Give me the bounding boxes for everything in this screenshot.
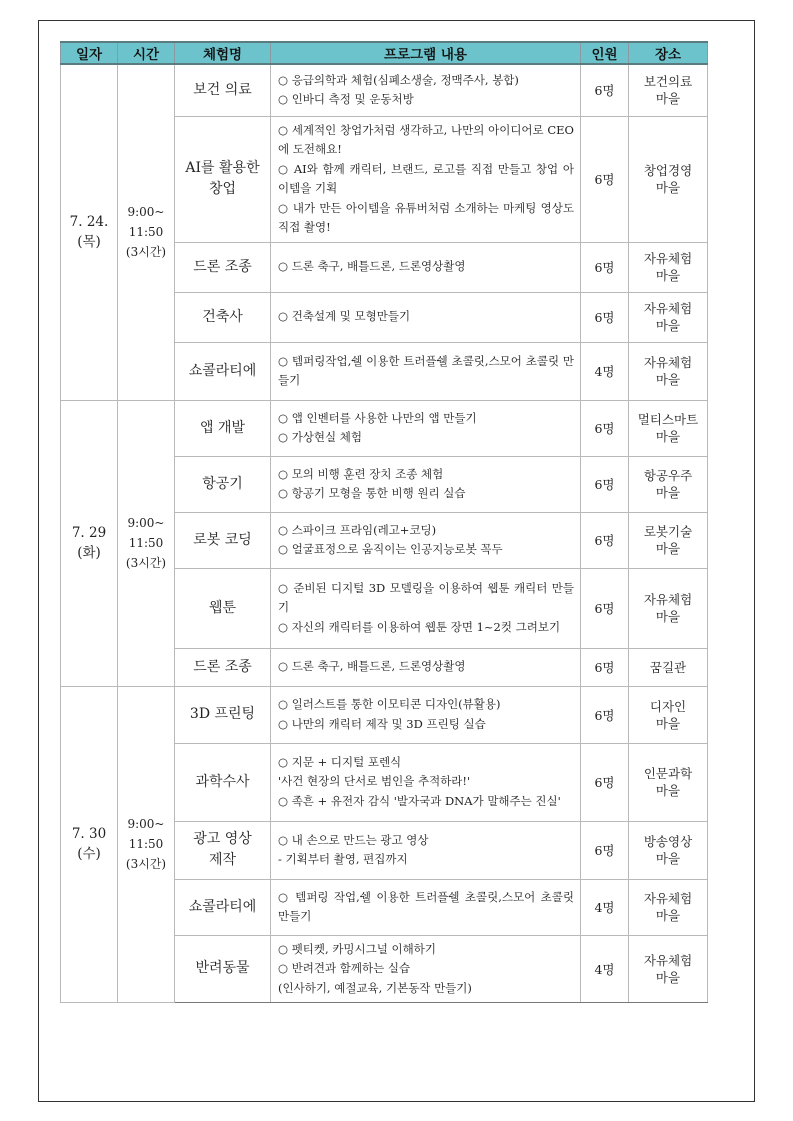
participant-count: 6명 xyxy=(594,477,615,492)
place-name: 마을 xyxy=(655,429,681,444)
place-cell xyxy=(629,512,708,568)
program-content-line: ○ 드론 축구, 배틀드론, 드론영상촬영 xyxy=(278,659,466,674)
count-cell xyxy=(581,648,629,686)
program-content-line: ○ 자신의 캐릭터를 이용하여 웹툰 장면 1~2컷 그려보기 xyxy=(278,619,561,634)
program-content-line: ○ 얼굴표정으로 움직이는 인공지능로봇 꼭두 xyxy=(278,542,503,556)
header-date: 일자 xyxy=(61,42,118,64)
place-name: 마을 xyxy=(655,485,681,500)
program-content-line: (인사하기, 예절교육, 기본동작 만들기) xyxy=(278,980,472,995)
program-name-cell xyxy=(175,292,271,342)
time-text: 11:50 xyxy=(128,225,164,240)
date-cell xyxy=(61,686,118,1003)
program-content-line: ○ 인바디 측정 및 운동처방 xyxy=(278,92,414,107)
date-cell xyxy=(61,400,118,686)
program-content-cell xyxy=(271,935,581,1003)
place-cell xyxy=(629,568,708,648)
program-content-line: ○ 내가 만든 아이템을 유튜버처럼 소개하는 마케팅 영상도 직접 촬영! xyxy=(278,200,574,234)
place-name: 마을 xyxy=(655,715,681,731)
program-name-cell xyxy=(175,456,271,512)
place-cell xyxy=(629,648,708,686)
place-name: 자유체험 xyxy=(643,355,693,370)
place-cell xyxy=(629,821,708,879)
count-cell xyxy=(581,512,629,568)
program-content-line: ○ 건축설계 및 모형만들기 xyxy=(278,309,411,324)
program-content-cell xyxy=(271,686,581,743)
place-name: 방송영상 xyxy=(643,834,693,849)
date-text: 7. 29 xyxy=(71,525,107,541)
program-content-line: ○ 응급의학과 체험(심폐소생술, 정맥주사, 봉합) xyxy=(278,72,519,87)
place-cell xyxy=(629,292,708,342)
count-cell xyxy=(581,821,629,879)
place-name: 인문과학 xyxy=(643,766,693,781)
place-name: 마을 xyxy=(655,783,681,798)
place-name: 꿈길관 xyxy=(649,659,687,675)
program-name-cell xyxy=(175,686,271,743)
count-cell xyxy=(581,879,629,935)
program-name: 드론 조종 xyxy=(193,258,252,275)
program-content-line: '사건 현장의 단서로 범인을 추적하라!' xyxy=(278,774,471,789)
count-cell xyxy=(581,342,629,400)
program-content-line: ○ 펫티켓, 카밍시그널 이해하기 xyxy=(278,941,436,956)
count-cell xyxy=(581,400,629,456)
program-content-line: ○ 드론 축구, 배틀드론, 드론영상촬영 xyxy=(278,259,466,274)
program-content-cell xyxy=(271,456,581,512)
place-name: 마을 xyxy=(655,541,681,556)
header-program: 체험명 xyxy=(175,42,271,64)
time-text: 11:50 xyxy=(128,536,164,550)
place-name: 마을 xyxy=(655,91,681,107)
program-content-cell xyxy=(271,743,581,821)
participant-count: 4명 xyxy=(594,961,615,977)
participant-count: 6명 xyxy=(594,83,615,99)
place-name: 마을 xyxy=(655,609,681,624)
program-content-cell xyxy=(271,879,581,935)
program-name-cell xyxy=(175,568,271,648)
time-text: (3시간) xyxy=(125,245,167,260)
participant-count: 6명 xyxy=(594,310,615,325)
place-name: 디자인 xyxy=(649,698,687,714)
participant-count: 6명 xyxy=(594,172,615,187)
place-name: 마을 xyxy=(655,268,681,283)
place-name: 마을 xyxy=(655,851,681,866)
program-content-line: ○ 나만의 캐릭터 제작 및 3D 프린팅 실습 xyxy=(278,716,486,731)
participant-count: 6명 xyxy=(594,421,615,436)
program-content-cell xyxy=(271,648,581,686)
time-text: 11:50 xyxy=(128,837,164,852)
participant-count: 6명 xyxy=(594,775,615,790)
program-content-line: ○ 지문 + 디지털 포렌식 xyxy=(278,754,402,769)
program-content-line: ○ 템퍼링작업,쉘 이용한 트러플쉘 초콜릿,스모어 초콜릿 만들기 xyxy=(278,353,574,387)
time-cell xyxy=(118,64,175,400)
place-name: 마을 xyxy=(655,180,681,195)
program-name: 광고 영상 xyxy=(193,831,252,847)
place-cell xyxy=(629,64,708,116)
program-name: 과학수사 xyxy=(195,773,250,790)
participant-count: 4명 xyxy=(594,900,615,915)
header-time: 시간 xyxy=(118,42,175,64)
program-content-line: ○ 준비된 디지털 3D 모델링을 이용하여 웹툰 캐릭터 만들기 xyxy=(278,580,574,615)
program-name: 건축사 xyxy=(202,308,243,325)
participant-count: 6명 xyxy=(594,260,615,275)
program-name-cell xyxy=(175,64,271,116)
time-text: 9:00~ xyxy=(127,817,165,832)
program-name: 드론 조종 xyxy=(193,658,252,675)
program-name-cell xyxy=(175,821,271,879)
program-name-cell xyxy=(175,342,271,400)
place-cell xyxy=(629,242,708,292)
program-content-line: ○ 내 손으로 만드는 광고 영상 xyxy=(278,832,429,847)
table-row xyxy=(61,64,708,116)
participant-count: 6명 xyxy=(594,843,615,858)
date-text: (목) xyxy=(77,234,101,251)
place-name: 마을 xyxy=(655,908,681,923)
time-cell xyxy=(118,686,175,1003)
date-text: (화) xyxy=(77,545,101,561)
place-name: 마을 xyxy=(655,318,681,333)
place-cell xyxy=(629,743,708,821)
program-content-line: ○ 항공기 모형을 통한 비행 원리 실습 xyxy=(278,486,466,500)
program-content-cell xyxy=(271,568,581,648)
table-row xyxy=(61,686,708,743)
count-cell xyxy=(581,743,629,821)
place-name: 자유체험 xyxy=(643,891,693,906)
program-content-cell xyxy=(271,400,581,456)
program-name-cell xyxy=(175,512,271,568)
time-text: (3시간) xyxy=(125,857,167,872)
program-content-cell xyxy=(271,512,581,568)
count-cell xyxy=(581,292,629,342)
table-body xyxy=(61,64,708,1003)
program-content-line: - 기획부터 촬영, 편집까지 xyxy=(278,852,408,866)
count-cell xyxy=(581,242,629,292)
program-name: 제작 xyxy=(208,852,237,868)
program-name: 창업 xyxy=(208,181,237,197)
program-name: 웹툰 xyxy=(208,599,237,616)
count-cell xyxy=(581,456,629,512)
participant-count: 6명 xyxy=(594,660,615,675)
program-content-line: ○ 앱 인벤터를 사용한 나만의 앱 만들기 xyxy=(278,410,477,425)
time-cell xyxy=(118,400,175,686)
program-content-line: ○ AI와 함께 캐릭터, 브랜드, 로고를 직접 만들고 창업 아이템을 기획 xyxy=(278,161,574,195)
program-content-cell xyxy=(271,292,581,342)
count-cell xyxy=(581,116,629,242)
program-content-line: ○ 족흔 + 유전자 감식 '발자국과 DNA가 말해주는 진실' xyxy=(278,793,561,808)
participant-count: 6명 xyxy=(594,601,615,616)
program-content-cell xyxy=(271,821,581,879)
header-place: 장소 xyxy=(629,42,708,64)
count-cell xyxy=(581,935,629,1003)
date-text: 7. 30 xyxy=(71,826,107,843)
place-cell xyxy=(629,879,708,935)
program-name: 앱 개발 xyxy=(199,419,246,436)
place-cell xyxy=(629,686,708,743)
place-cell xyxy=(629,116,708,242)
program-content-cell xyxy=(271,64,581,116)
program-content-line: ○ 반려견과 함께하는 실습 xyxy=(278,961,411,975)
program-name: 쇼콜라티에 xyxy=(188,362,257,379)
place-name: 자유체험 xyxy=(643,251,693,266)
place-name: 자유체험 xyxy=(643,952,693,968)
header-count: 인원 xyxy=(581,42,629,64)
participant-count: 6명 xyxy=(594,707,615,723)
program-name: 보건 의료 xyxy=(193,81,252,98)
table-header-row xyxy=(61,42,708,64)
program-name: 3D 프린팅 xyxy=(189,706,256,722)
program-name: AI를 활용한 xyxy=(185,160,260,176)
program-name-cell xyxy=(175,648,271,686)
program-schedule-table xyxy=(60,41,708,1003)
participant-count: 4명 xyxy=(594,364,615,379)
place-name: 마을 xyxy=(655,969,681,985)
program-name-cell xyxy=(175,400,271,456)
place-name: 자유체험 xyxy=(643,301,693,316)
place-name: 보건의료 xyxy=(643,74,693,90)
place-name: 마을 xyxy=(655,372,681,387)
program-content-line: ○ 템퍼링 작업,쉘 이용한 트러플쉘 초콜릿,스모어 초콜릿 만들기 xyxy=(278,889,574,923)
place-cell xyxy=(629,935,708,1003)
program-name: 항공기 xyxy=(202,475,243,492)
date-cell xyxy=(61,64,118,400)
program-name: 로봇 코딩 xyxy=(193,531,252,548)
time-text: 9:00~ xyxy=(127,205,165,220)
participant-count: 6명 xyxy=(594,533,615,548)
place-name: 멀티스마트 xyxy=(637,412,699,427)
program-content-cell xyxy=(271,116,581,242)
count-cell xyxy=(581,64,629,116)
place-name: 항공우주 xyxy=(643,468,693,483)
program-content-line: ○ 모의 비행 훈련 장치 조종 체험 xyxy=(278,466,444,481)
header-content: 프로그램 내용 xyxy=(271,42,581,64)
table-row xyxy=(61,400,708,456)
count-cell xyxy=(581,568,629,648)
program-name-cell xyxy=(175,242,271,292)
time-text: 9:00~ xyxy=(127,516,165,530)
place-cell xyxy=(629,456,708,512)
program-name-cell xyxy=(175,935,271,1003)
place-name: 자유체험 xyxy=(643,592,693,607)
place-name: 로봇기술 xyxy=(643,524,693,539)
program-name: 쇼콜라티에 xyxy=(188,898,257,915)
date-text: (수) xyxy=(77,846,101,863)
program-content-line: ○ 일러스트를 통한 이모티콘 디자인(뷰활용) xyxy=(278,697,501,711)
place-name: 창업경영 xyxy=(643,163,693,178)
place-cell xyxy=(629,400,708,456)
time-text: (3시간) xyxy=(125,556,167,570)
program-name-cell xyxy=(175,879,271,935)
program-content-line: ○ 스파이크 프라임(레고+코딩) xyxy=(278,522,437,537)
program-name-cell xyxy=(175,743,271,821)
program-content-line: ○ 가상현실 체험 xyxy=(278,430,362,444)
place-cell xyxy=(629,342,708,400)
program-name: 반려동물 xyxy=(195,960,250,977)
count-cell xyxy=(581,686,629,743)
program-content-line: ○ 세계적인 창업가처럼 생각하고, 나만의 아이디어로 CEO에 도전해요! xyxy=(278,122,574,156)
program-name-cell xyxy=(175,116,271,242)
program-content-cell xyxy=(271,242,581,292)
date-text: 7. 24. xyxy=(69,214,109,231)
program-content-cell xyxy=(271,342,581,400)
